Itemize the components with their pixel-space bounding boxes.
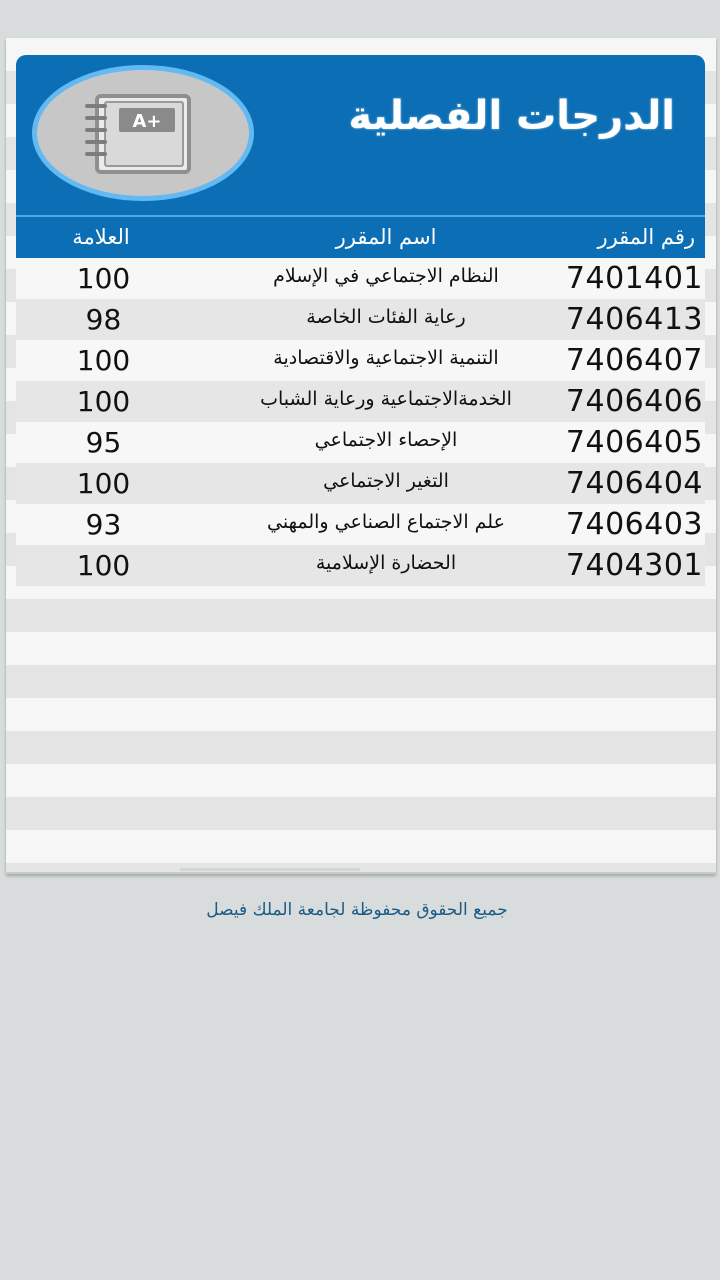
course-name: التغير الاجتماعي: [323, 470, 449, 492]
course-name: رعاية الفئات الخاصة: [306, 306, 466, 328]
column-header-code: رقم المقرر: [597, 225, 695, 249]
table-row: [16, 299, 705, 340]
course-grade: 100: [76, 467, 131, 500]
course-name: التنمية الاجتماعية والاقتصادية: [273, 347, 499, 369]
copyright-footer: جميع الحقوق محفوظة لجامعة الملك فيصل: [206, 900, 508, 920]
course-name: الحضارة الإسلامية: [315, 552, 457, 574]
table-row: [16, 545, 705, 586]
course-grade: 93: [85, 508, 122, 541]
course-name: الخدمةالاجتماعية ورعاية الشباب: [260, 388, 512, 410]
course-code: 7406407: [565, 343, 703, 378]
course-grade: 98: [85, 303, 122, 336]
course-code: 7401401: [565, 261, 703, 296]
logo-badge: [32, 65, 254, 201]
table-row: [16, 381, 705, 422]
card-divider: [180, 868, 360, 871]
course-code: 7406405: [565, 425, 703, 460]
course-code: 7406406: [565, 384, 703, 419]
table-header: [16, 215, 705, 258]
course-grade: 100: [76, 344, 131, 377]
course-grade: 100: [76, 385, 131, 418]
table-row: [16, 504, 705, 545]
column-header-grade: العلامة: [72, 225, 130, 249]
grades-table: [16, 215, 705, 586]
table-row: [16, 258, 705, 299]
course-grade: 100: [76, 262, 131, 295]
course-code: 7406404: [565, 466, 703, 501]
table-body: [16, 258, 705, 586]
logo-grade-text: A+: [132, 111, 162, 132]
table-row: [16, 463, 705, 504]
course-name: الإحصاء الاجتماعي: [314, 429, 458, 451]
column-header-name: اسم المقرر: [335, 225, 437, 249]
page-title: الدرجات الفصلية: [348, 93, 675, 139]
course-name: النظام الاجتماعي في الإسلام: [273, 265, 499, 287]
notebook-grade-icon: [77, 90, 209, 176]
course-code: 7404301: [565, 548, 703, 583]
course-grade: 100: [76, 549, 131, 582]
course-code: 7406403: [565, 507, 703, 542]
course-name: علم الاجتماع الصناعي والمهني: [267, 511, 505, 533]
course-code: 7406413: [565, 302, 703, 337]
header-banner: [16, 55, 705, 215]
table-row: [16, 340, 705, 381]
course-grade: 95: [85, 426, 122, 459]
table-row: [16, 422, 705, 463]
